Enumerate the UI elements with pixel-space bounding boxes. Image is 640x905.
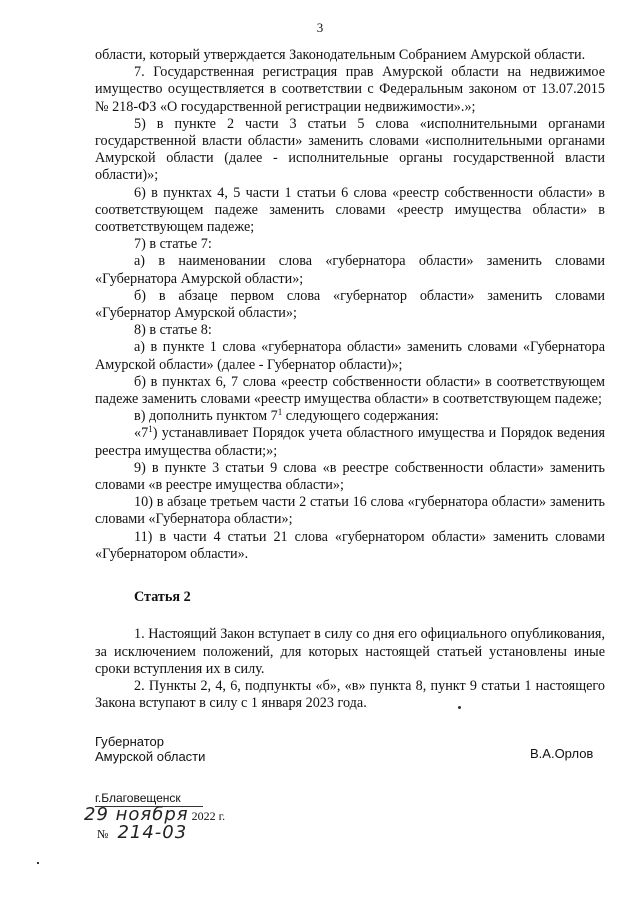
paragraph: б) в абзаце первом слова «губернатор области» заменить словами «Губернатор Амурской области»;	[95, 287, 605, 322]
item-v-text: в) дополнить пунктом 7	[134, 408, 278, 425]
paragraph-quote	[95, 425, 605, 459]
number-label: №	[97, 827, 109, 841]
superscript: 1	[277, 407, 283, 418]
handwritten-number: 214-03	[117, 822, 188, 843]
paragraph: 9) в пункте 3 статьи 9 слова «в реестре собственности области» заменить словами «в реестре имущества области»;	[95, 459, 605, 494]
paragraph: 10) в абзаце третьем части 2 статьи 16 слова «губернатора области» заменить словами «Губернатора области»;	[95, 494, 605, 528]
place-of-signing: г.Благовещенск	[95, 791, 181, 805]
handwritten-date: 29 ноября	[84, 804, 189, 825]
ink-dot	[458, 706, 461, 709]
year-suffix: 2022 г.	[191, 809, 226, 823]
paragraph: а) в наименовании слова «губернатора области» заменить словами «Губернатора Амурской области»;	[95, 253, 605, 287]
paragraph: 7) в статье 7:	[134, 236, 212, 253]
spacer	[95, 606, 605, 626]
paragraph: 5) в пункте 2 части 3 статьи 5 слова «исполнительными органами государственной власти области» заменить словами «исполнительными органами Амурской области (далее - исполнительные органы государственной власти области)»;	[95, 115, 605, 184]
superscript: 1	[148, 424, 153, 435]
paragraph: 11) в части 4 статьи 21 слова «губернатором области» заменить словами «Губернатором области».	[95, 528, 605, 562]
item-v-text-end: следующего содержания:	[282, 408, 439, 425]
paragraph: а) в пункте 1 слова «губернатора области» заменить словами «Губернатора Амурской области» (далее - Губернатор области)»;	[95, 339, 605, 373]
paragraph: 6) в пунктах 4, 5 части 1 статьи 6 слова «реестр собственности области» в соответствующем падеже заменить словами «реестр имущества области» в соответствующем падеже;	[95, 184, 605, 236]
scan-speck	[37, 862, 39, 864]
signature-title-line2: Амурской области	[95, 749, 206, 764]
paragraph: 7. Государственная регистрация прав Амурской области на недвижимое имущество осуществляется в соответствии с Федеральным законом от 13.07.2015 № 218-ФЗ «О государственной регистрации недвижимости».»;	[95, 64, 605, 115]
signature-title-line1: Губернатор	[95, 734, 164, 749]
paragraph: 2. Пункты 2, 4, 6, подпункты «б», «в» пункта 8, пункт 9 статьи 1 настоящего Закона вступают в силу с 1 января 2023 года.	[95, 677, 605, 712]
law-number	[97, 822, 187, 843]
document-body	[95, 47, 605, 712]
paragraph: области, который утверждается Законодательным Собранием Амурской области.	[95, 47, 586, 63]
quote-text: ) устанавливает Порядок учета областного имущества и Порядок ведения реестра имущества области;»;	[95, 425, 605, 459]
page-number: 3	[316, 20, 324, 35]
spacer	[95, 563, 605, 589]
paragraph: 1. Настоящий Закон вступает в силу со дня его официального опубликования, за исключением положений, для которых настоящей статьей установлены иные сроки вступления их в силу.	[95, 626, 605, 677]
paragraph: 8) в статье 8:	[134, 322, 212, 339]
article-heading: Статья 2	[134, 589, 191, 606]
signature-name: В.А.Орлов	[530, 746, 594, 761]
paragraph-item-v	[95, 408, 605, 425]
paragraph: б) в пунктах 6, 7 слова «реестр собственности области» в соответствующем падеже заменить словами «реестр имущества области» в соответствующем падеже;	[95, 373, 605, 408]
quote-start: «7	[134, 425, 149, 442]
signature-title	[95, 734, 205, 764]
